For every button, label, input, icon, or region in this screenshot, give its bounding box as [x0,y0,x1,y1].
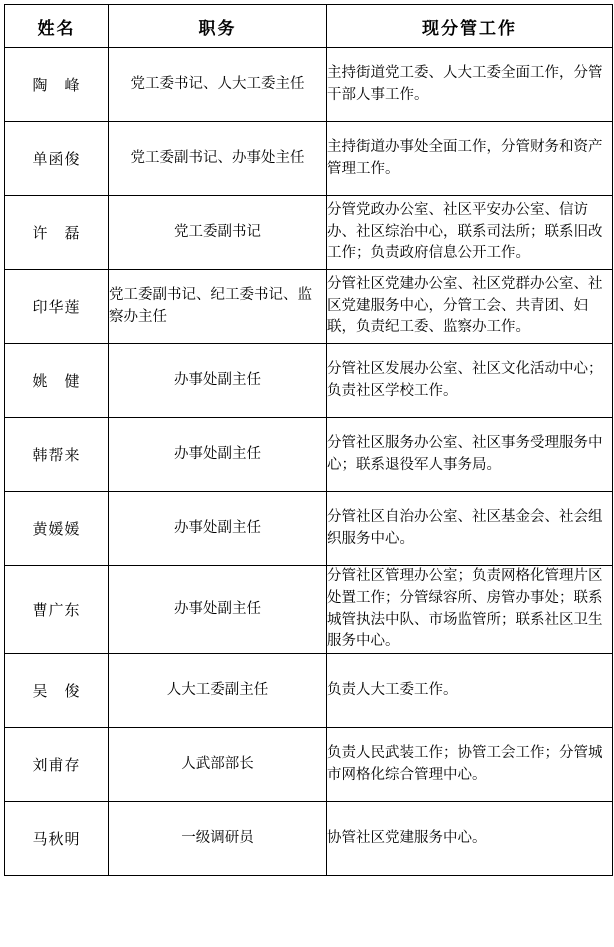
cell-duty: 分管社区发展办公室、社区文化活动中心；负责社区学校工作。 [327,344,613,418]
cell-post: 一级调研员 [109,802,327,876]
cell-post: 党工委副书记、纪工委书记、监察办主任 [109,270,327,344]
cell-name: 马秋明 [5,802,109,876]
table-row [5,566,613,654]
cell-name: 许 磊 [5,196,109,270]
duty-assignment-table [4,4,613,876]
column-header-post: 职务 [109,5,327,48]
cell-post: 办事处副主任 [109,418,327,492]
column-header-name: 姓名 [5,5,109,48]
cell-post: 党工委副书记 [109,196,327,270]
cell-duty: 主持街道办事处全面工作，分管财务和资产管理工作。 [327,122,613,196]
document-page [0,4,614,947]
cell-name: 吴 俊 [5,654,109,728]
cell-post: 办事处副主任 [109,492,327,566]
column-header-duty: 现分管工作 [327,5,613,48]
table-row [5,492,613,566]
cell-duty: 分管社区管理办公室；负责网格化管理片区处置工作；分管绿容所、房管办事处；联系城管执法中队、市场监管所；联系社区卫生服务中心。 [327,566,613,654]
cell-post: 党工委副书记、办事处主任 [109,122,327,196]
table-row [5,196,613,270]
cell-duty: 分管社区服务办公室、社区事务受理服务中心；联系退役军人事务局。 [327,418,613,492]
cell-name: 陶 峰 [5,48,109,122]
table-header [5,5,613,48]
cell-post: 党工委书记、人大工委主任 [109,48,327,122]
cell-duty: 分管党政办公室、社区平安办公室、信访办、社区综治中心，联系司法所；联系旧改工作；负责政府信息公开工作。 [327,196,613,270]
table-row [5,802,613,876]
table-body [5,48,613,876]
table-row [5,344,613,418]
cell-post: 办事处副主任 [109,566,327,654]
cell-duty: 分管社区党建办公室、社区党群办公室、社区党建服务中心，分管工会、共青团、妇联，负责纪工委、监察办工作。 [327,270,613,344]
cell-name: 曹广东 [5,566,109,654]
table-row [5,728,613,802]
cell-name: 单函俊 [5,122,109,196]
cell-duty: 主持街道党工委、人大工委全面工作，分管干部人事工作。 [327,48,613,122]
table-row [5,122,613,196]
cell-name: 姚 健 [5,344,109,418]
table-row [5,48,613,122]
table-row [5,418,613,492]
cell-duty: 分管社区自治办公室、社区基金会、社会组织服务中心。 [327,492,613,566]
cell-duty: 负责人大工委工作。 [327,654,613,728]
cell-name: 黄媛媛 [5,492,109,566]
table-row [5,270,613,344]
cell-duty: 负责人民武装工作；协管工会工作；分管城市网格化综合管理中心。 [327,728,613,802]
cell-name: 刘甫存 [5,728,109,802]
cell-post: 人武部部长 [109,728,327,802]
table-row [5,654,613,728]
cell-duty: 协管社区党建服务中心。 [327,802,613,876]
cell-post: 人大工委副主任 [109,654,327,728]
table-header-row [5,5,613,48]
cell-name: 印华莲 [5,270,109,344]
cell-name: 韩帮来 [5,418,109,492]
cell-post: 办事处副主任 [109,344,327,418]
